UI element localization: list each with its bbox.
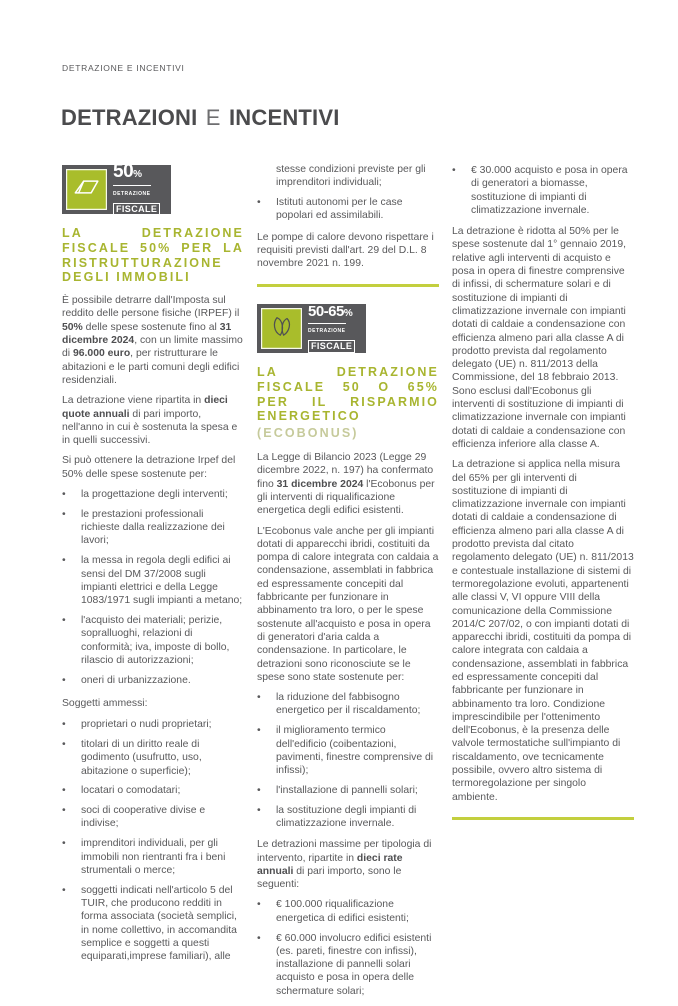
percent-sign: %	[133, 169, 143, 181]
page-title-part2: E	[205, 104, 221, 130]
bullet-dot: •	[62, 614, 66, 626]
paragraph: La Legge di Bilancio 2023 (Legge 29 dicembre 2022, n. 197) ha confermato fino 31 dicembre 2024 l'Ecobonus per gli interventi di riqualificazione energetica degli edifici esistenti.	[257, 452, 435, 517]
list-item: • l'installazione di pannelli solari;	[257, 784, 418, 796]
bullet-dot: •	[62, 884, 66, 896]
bullet-dot: •	[62, 719, 66, 731]
badge-50-65-fiscale	[257, 304, 366, 353]
list-item: • € 60.000 involucro edifici esistenti (es. pareti, finestre con infissi), installazione di pannelli solari acquisto e posa in opera delle schermature solari;	[257, 932, 432, 997]
badge-label-detrazione: DETRAZIONE	[113, 185, 151, 201]
badge-value: 50%	[113, 161, 143, 183]
bullet-dot: •	[257, 784, 261, 796]
list-item: • titolari di un diritto reale di godimento (usufrutto, uso, abitazione o superficie);	[62, 739, 202, 777]
badge-50-fiscale	[62, 161, 171, 214]
istituti-list	[257, 196, 439, 223]
column-3	[452, 163, 634, 1006]
badge-text	[308, 304, 355, 353]
list-item: • Istituti autonomi per le case popolari ed assimilabili.	[257, 197, 403, 222]
list-item: • soci di cooperative divise e indivise;	[62, 805, 206, 830]
list-item: • la riduzione del fabbisogno energetico per il riscaldamento;	[257, 692, 421, 717]
list-item: • € 100.000 riqualificazione energetica di edifici esistenti;	[257, 899, 409, 924]
bullet-dot: •	[62, 785, 66, 797]
bullet-dot: •	[62, 838, 66, 850]
bullet-dot: •	[257, 692, 261, 704]
badge-value: 50-65%	[308, 302, 353, 320]
soggetti-intro: Soggetti ammessi:	[62, 697, 148, 709]
bullet-dot: •	[62, 674, 66, 686]
bullet-dot: •	[62, 508, 66, 520]
leaves-icon	[267, 311, 297, 345]
badge-label-fiscale: FISCALE	[113, 203, 160, 216]
list-item: • proprietari o nudi proprietari;	[62, 719, 212, 731]
bullet-dot: •	[452, 165, 456, 176]
spese-list	[62, 488, 244, 687]
paragraph: La detrazione è ridotta al 50% per le spese sostenute dal 1° gennaio 2019, relative agli interventi di acquisto e posa in opera di finestre comprensive di infissi, di schermature solari e di sostituzione di impianti di climatizzazione invernale con impianti dotati di caldaie a condensazione con efficienza almeno pari alla classe A di prodotto prevista dal regolamento delegato (UE) n. 811/2013 della Commissione, del 18 febbraio 2013. Sono esclusi dall'Ecobonus gli interventi di sostituzione di impianti di climatizzazione invernale con impianti dotati di caldaie a condensazione con efficienza inferiore alla classe A.	[452, 226, 627, 450]
soggetti-list	[62, 718, 244, 963]
column-2	[257, 163, 439, 1006]
badge-label-detrazione: DETRAZIONE	[308, 323, 346, 339]
pompe-paragraph: Le pompe di calore devono rispettare i requisiti previsti dall'art. 29 del D.L. 8 novembre 2021 n. 199.	[257, 231, 434, 270]
paragraph: Si può ottenere la detrazione Irpef del 50% delle spese sostenute per:	[62, 455, 236, 480]
bullet-dot: •	[62, 805, 66, 817]
percent-sign: %	[343, 307, 353, 319]
paragraph: È possibile detrarre dall'Imposta sul reddito delle persone fisiche (IRPEF) il 50% delle spese sostenute fino al 31 dicembre 2024, con un limite massimo di 96.000 euro, per ristrutturare le abitazioni e le parti comuni degli edifici residenziali.	[62, 295, 243, 386]
paragraph: La detrazione si applica nella misura del 65% per gli interventi di sostituzione di impianti di climatizzazione invernale con impianti dotati di caldaie a condensazione di efficienza almeno pari alla classe A di prodotto prevista dal citato regolamento delegato (UE) n. 811/2013 e contestuale installazione di sistemi di termoregolazione evoluti, appartenenti alle classi V, VI oppure VIII della comunicazione della Commissione 2014/C 207/02, o con impianti dotati di apparecchi ibridi, costituiti da pompa di calore integrata con caldaia a condensazione, assemblati in fabbrica ed espressamente concepiti dal fabbricante per funzionare in abbinamento tra loro. Condizione imprescindibile per l'ottenimento dell'Ecobonus, è la presenza delle valvole termostatiche sull'impianto di riscaldamento, ove tecnicamente possibile, ovvero altro sistema di termoregolazione per singolo ambiente.	[452, 459, 634, 803]
page-title-part3: INCENTIVI	[228, 104, 340, 130]
paragraph: L'Ecobonus vale anche per gli impianti dotati di apparecchi ibridi, costituiti da pompa di calore integrata con caldaia a condensazione, assemblati in fabbrica ed espressamente concepiti dal fabbricante per funzionare in abbinamento tra loro, o per le spese sostenute all'acquisto e posa in opera di generatori d'aria calda a condensazione. In particolare, le detrazioni sono riconosciute se le spese sono state sostenute per:	[257, 525, 439, 683]
list-item: • soggetti indicati nell'articolo 5 del TUIR, che producono redditi in forma associata (società semplici, in nome collettivo, in accomandita semplice e soggetti a questi equiparati,imprese familiari), alle	[62, 884, 237, 963]
paragraph: La detrazione viene ripartita in dieci quote annuali di pari importo, nell'anno in cui è sostenuta la spesa e in quelli successivi.	[62, 395, 238, 447]
list-item: • il miglioramento termico dell'edificio (coibentazioni, pavimenti, finestre comprensive di infissi);	[257, 725, 434, 777]
badge-text	[113, 163, 160, 215]
column-1	[62, 163, 244, 1006]
list-item: • la progettazione degli interventi;	[62, 489, 228, 501]
page-title	[61, 105, 340, 131]
list-item: • oneri di urbanizzazione.	[62, 674, 191, 686]
detrazioni-paragraph: Le detrazioni massime per tipologia di intervento, ripartite in dieci rate annuali di pari importo, sono le seguenti:	[257, 839, 432, 891]
importi-list	[257, 898, 439, 998]
list-item: • l'acquisto dei materiali; perizie, sopralluoghi, relazioni di conformità; iva, imposte di bollo, rilascio di autorizzazioni;	[62, 614, 230, 666]
roof-icon	[72, 172, 102, 206]
badge-label-fiscale: FISCALE	[308, 340, 355, 353]
bullet-dot: •	[62, 739, 66, 750]
section2-subheading: (ECOBONUS)	[257, 426, 359, 441]
bullet-dot: •	[257, 725, 261, 737]
bullet-dot: •	[62, 555, 66, 567]
kicker: DETRAZIONE E INCENTIVI	[62, 63, 185, 73]
section2-heading: LA DETRAZIONE FISCALE 50 O 65% PER IL RISPARMIO ENERGETICO	[257, 365, 439, 424]
list-item: • locatari o comodatari;	[62, 785, 181, 797]
list-item: • € 30.000 acquisto e posa in opera di generatori a biomasse, sostituzione di impianti di climatizzazione invernale.	[452, 165, 628, 216]
bullet-dot: •	[257, 932, 261, 944]
badge-icon-box	[261, 308, 302, 349]
section1-heading: LA DETRAZIONE FISCALE 50% PER LA RISTRUTTURAZIONE DEGLI IMMOBILI	[62, 226, 244, 285]
list-item: • imprenditori individuali, per gli immobili non rientranti fra i beni strumentali o merce;	[62, 838, 226, 876]
bullet-continuation: stesse condizioni previste per gli imprenditori individuali;	[276, 164, 426, 189]
green-divider	[452, 817, 634, 821]
badge-icon-box	[66, 169, 107, 210]
green-divider	[257, 284, 439, 288]
list-item: • le prestazioni professionali richieste dalla realizzazione dei lavori;	[62, 508, 225, 547]
bullet-dot: •	[257, 197, 261, 209]
bullet-dot: •	[257, 804, 261, 816]
interventi-list	[257, 691, 439, 830]
importi-list-continued	[452, 164, 634, 217]
page-title-part1: DETRAZIONI	[61, 104, 198, 130]
content-columns	[62, 163, 634, 1006]
list-item: • la messa in regola degli edifici ai sensi del DM 37/2008 sugli impianti elettrici e della Legge 1083/1971 sugli impianti a metano;	[62, 555, 243, 607]
list-item: • la sostituzione degli impianti di climatizzazione invernale.	[257, 804, 417, 829]
bullet-dot: •	[62, 489, 66, 501]
bullet-dot: •	[257, 899, 261, 911]
